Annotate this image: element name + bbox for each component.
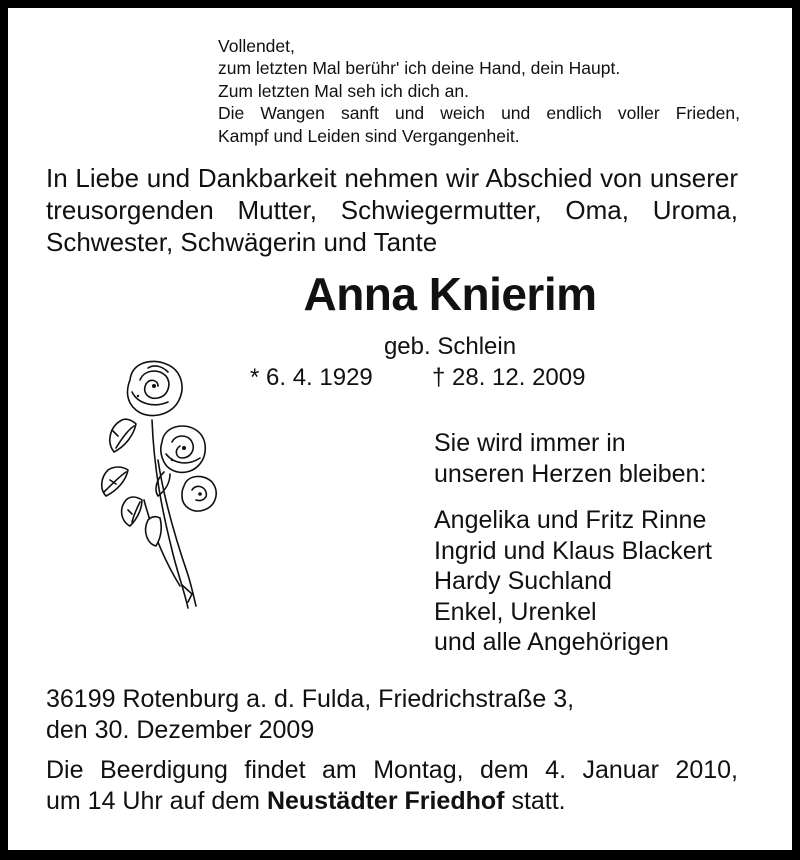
funeral-notice — [46, 755, 738, 817]
cemetery-name: Neustädter Friedhof — [266, 787, 505, 815]
address-line: 36199 Rotenburg a. d. Fulda, Friedrichstraße 3, — [46, 685, 575, 713]
funeral-suffix: statt. — [511, 787, 566, 815]
poem-line: Vollendet, — [218, 36, 295, 56]
mourner-entry: Enkel, Urenkel — [434, 597, 597, 626]
intro-text — [46, 162, 738, 258]
death-date: † 28. 12. 2009 — [432, 364, 586, 391]
funeral-line: Die Beerdigung findet am Montag, dem 4. Januar 2010, — [46, 756, 738, 784]
mourner-entry: und alle Angehörigen — [434, 628, 669, 656]
remember-line: unseren Herzen bleiben: — [434, 460, 707, 488]
rose-icon — [92, 350, 222, 612]
place-and-date — [46, 684, 746, 746]
intro-line: treusorgenden Mutter, Schwiegermutter, Oma, Uroma, — [46, 195, 738, 225]
deceased-name: Anna Knierim — [303, 268, 597, 320]
mourner-entry: Angelika und Fritz Rinne — [434, 506, 707, 534]
date-line: den 30. Dezember 2009 — [46, 716, 315, 744]
funeral-line — [46, 786, 738, 817]
mourner-entry: Ingrid und Klaus Blackert — [434, 536, 712, 565]
intro-line: Schwester, Schwägerin und Tante — [46, 227, 438, 257]
poem-line: zum letzten Mal berühr' ich deine Hand, dein Haupt. — [218, 58, 621, 79]
poem-line: Die Wangen sanft und weich und endlich voller Frieden, — [218, 103, 740, 124]
mourner-entry: Hardy Suchland — [434, 567, 612, 595]
remember-text — [434, 428, 706, 490]
birth-date: * 6. 4. 1929 — [250, 364, 373, 391]
mourners-list — [434, 505, 712, 658]
funeral-prefix: um 14 Uhr auf dem — [46, 787, 260, 815]
intro-line: In Liebe und Dankbarkeit nehmen wir Abschied von unserer — [46, 163, 738, 193]
poem-line: Kampf und Leiden sind Vergangenheit. — [218, 125, 520, 146]
remember-line: Sie wird immer in — [434, 429, 626, 457]
poem-line: Zum letzten Mal seh ich dich an. — [218, 80, 469, 101]
birth-name: geb. Schlein — [383, 333, 517, 360]
poem — [218, 35, 740, 147]
